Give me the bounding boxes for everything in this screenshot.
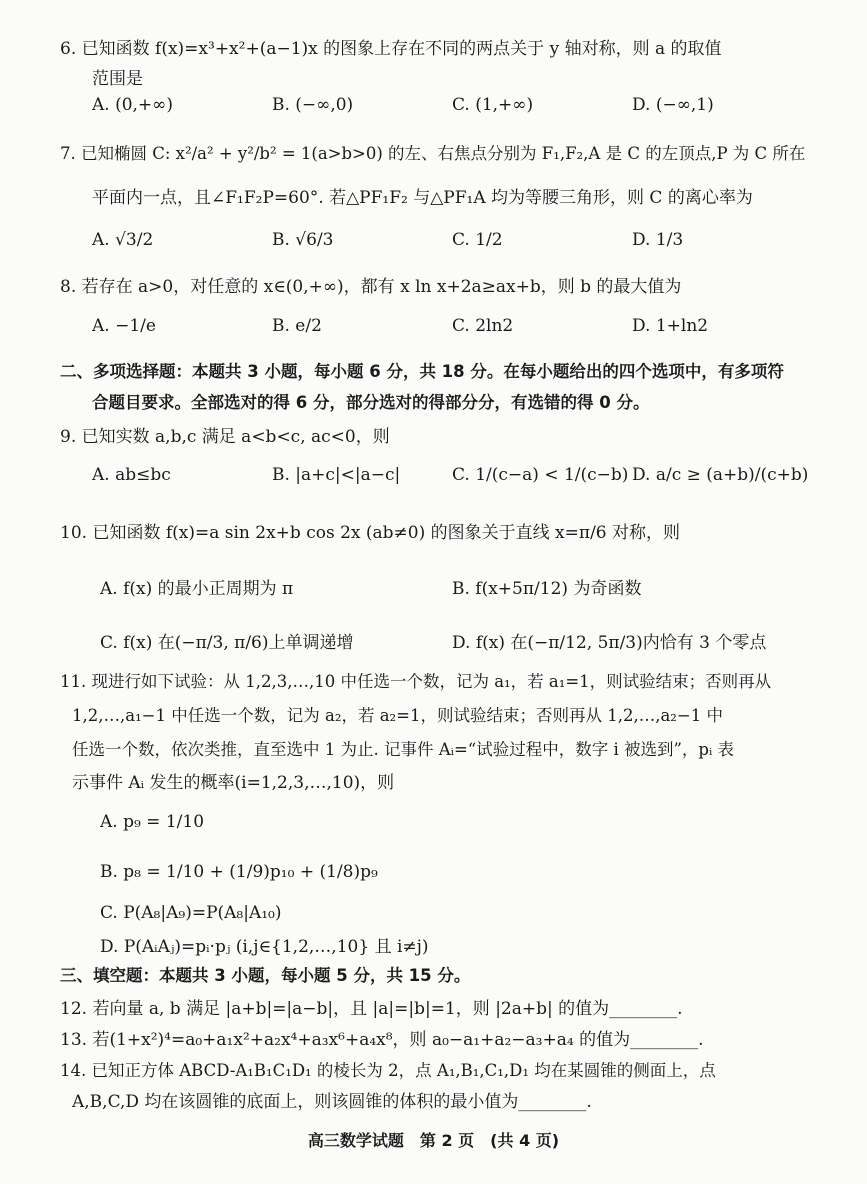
q9-stem-line1: 9. 已知实数 a,b,c 满足 a<b<c, ac<0，则 [60, 427, 390, 447]
q6-stem-line1: 6. 已知函数 f(x)=x³+x²+(a−1)x 的图象上存在不同的两点关于 y 轴对称，则 a 的取值 [60, 39, 722, 59]
q13-stem: 13. 若(1+x²)⁴=a₀+a₁x²+a₂x⁴+a₃x⁶+a₄x⁸，则 a₀−a₁+a₂−a₃+a₄ 的值为________. [60, 1030, 704, 1050]
q7-option-d: D. 1/3 [632, 230, 684, 250]
q8-option-c: C. 2ln2 [452, 316, 514, 336]
q6-option-d: D. (−∞,1) [632, 95, 714, 115]
q9-option-d: D. a/c ≥ (a+b)/(c+b) [632, 465, 809, 485]
q11-option-b: B. p₈ = 1/10 + (1/9)p₁₀ + (1/8)p₉ [100, 862, 378, 882]
q11-stem-line2: 1,2,…,a₁−1 中任选一个数，记为 a₂，若 a₂=1，则试验结束；否则再从 1,2,…,a₂−1 中 [72, 706, 723, 725]
q9-option-a: A. ab≤bc [92, 465, 171, 485]
q11-stem-line1: 11. 现进行如下试验：从 1,2,3,…,10 中任选一个数，记为 a₁，若 a₁=1，则试验结束；否则再从 [60, 672, 772, 691]
section2-heading-line1: 二、多项选择题：本题共 3 小题，每小题 6 分，共 18 分。在每小题给出的四个选项中，有多项符 [60, 362, 784, 381]
q10-option-a: A. f(x) 的最小正周期为 π [100, 579, 294, 599]
q11-stem-line4: 示事件 Aᵢ 发生的概率(i=1,2,3,…,10)，则 [72, 773, 395, 793]
q7-option-c: C. 1/2 [452, 230, 503, 250]
q11-option-c: C. P(A₈|A₉)=P(A₈|A₁₀) [100, 903, 282, 923]
q6-stem-line2: 范围是 [92, 69, 143, 89]
q8-option-d: D. 1+ln2 [632, 316, 709, 336]
q10-option-b: B. f(x+5π/12) 为奇函数 [452, 579, 642, 599]
q11-option-a: A. p₉ = 1/10 [100, 812, 205, 832]
q10-option-d: D. f(x) 在(−π/12, 5π/3)内恰有 3 个零点 [452, 633, 767, 653]
q14-stem-line2: A,B,C,D 均在该圆锥的底面上，则该圆锥的体积的最小值为________. [72, 1092, 592, 1112]
q10-option-c: C. f(x) 在(−π/3, π/6)上单调递增 [100, 633, 354, 653]
q7-stem-line1: 7. 已知椭圆 C: x²/a² + y²/b² = 1(a>b>0) 的左、右焦点分别为 F₁,F₂,A 是 C 的左顶点,P 为 C 所在 [60, 144, 806, 163]
q8-stem-line1: 8. 若存在 a>0，对任意的 x∈(0,+∞)，都有 x ln x+2a≥ax+b，则 b 的最大值为 [60, 277, 682, 297]
q8-option-b: B. e/2 [272, 316, 322, 336]
q6-option-a: A. (0,+∞) [92, 95, 173, 115]
q7-option-b: B. √6/3 [272, 230, 334, 250]
section3-heading: 三、填空题：本题共 3 小题，每小题 5 分，共 15 分。 [60, 966, 471, 985]
section2-heading-line2: 合题目要求。全部选对的得 6 分，部分选对的得部分分，有选错的得 0 分。 [92, 393, 650, 412]
q6-option-c: C. (1,+∞) [452, 95, 534, 115]
q6-option-b: B. (−∞,0) [272, 95, 354, 115]
q7-stem-line2: 平面内一点，且∠F₁F₂P=60°. 若△PF₁F₂ 与△PF₁A 均为等腰三角形，则 C 的离心率为 [92, 188, 753, 208]
q11-option-d: D. P(AᵢAⱼ)=pᵢ·pⱼ (i,j∈{1,2,…,10} 且 i≠j) [100, 937, 429, 957]
q14-stem-line1: 14. 已知正方体 ABCD-A₁B₁C₁D₁ 的棱长为 2，点 A₁,B₁,C₁,D₁ 均在某圆锥的侧面上，点 [60, 1061, 716, 1080]
q9-option-c: C. 1/(c−a) < 1/(c−b) [452, 465, 629, 485]
q9-option-b: B. |a+c|<|a−c| [272, 465, 401, 485]
q11-stem-line3: 任选一个数，依次类推，直至选中 1 为止. 记事件 Aᵢ=“试验过程中，数字 i 被选到”，pᵢ 表 [72, 740, 735, 759]
page-footer: 高三数学试题 第 2 页 (共 4 页) [307, 1131, 560, 1150]
q10-stem-line1: 10. 已知函数 f(x)=a sin 2x+b cos 2x (ab≠0) 的图象关于直线 x=π/6 对称，则 [60, 523, 681, 543]
q12-stem: 12. 若向量 a, b 满足 |a+b|=|a−b|，且 |a|=|b|=1，则 |2a+b| 的值为________. [60, 999, 683, 1019]
q7-option-a: A. √3/2 [92, 230, 154, 250]
q8-option-a: A. −1/e [92, 316, 156, 336]
